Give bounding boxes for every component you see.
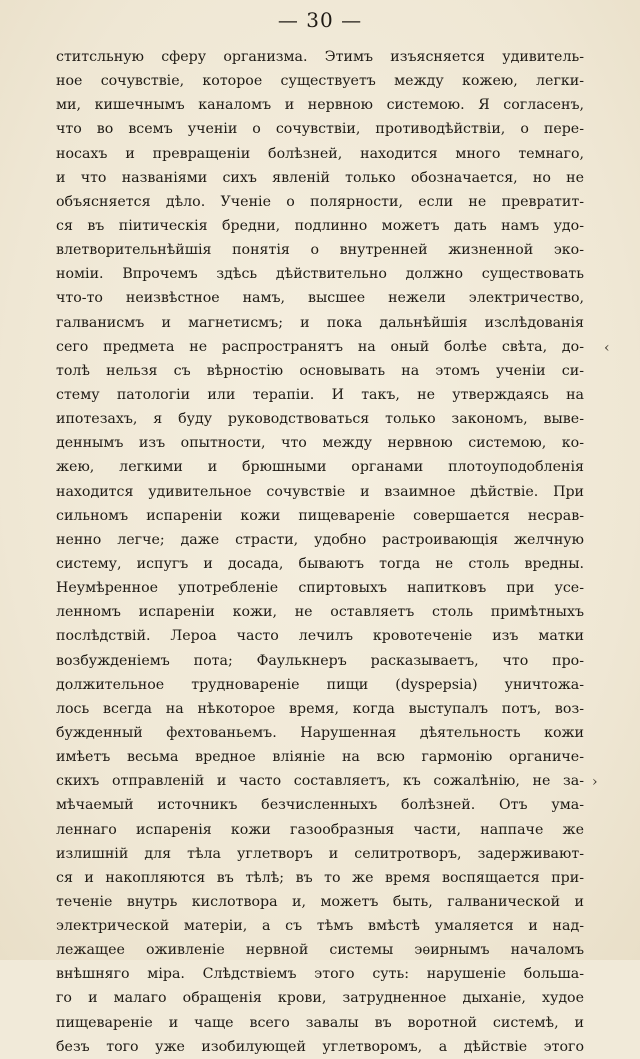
text-line: ститсльную сферу организма. Этимъ изъясняется удивитель- bbox=[56, 49, 584, 65]
text-line: скихъ отправленій и часто составляетъ, къ сожалѣнію, не за- bbox=[56, 773, 584, 790]
text-line: что во всемъ ученіи о сочувствіи, противодѣйствіи, о пере- bbox=[56, 121, 584, 138]
text-line: ми, кишечнымъ каналомъ и нервною системою. Я согласенъ, bbox=[56, 97, 584, 114]
text-line: пищевареніе и чаще всего завалы въ воротной системѣ, и bbox=[56, 1014, 584, 1031]
text-line: лось всегда на нѣкоторое время, когда выступалъ потъ, воз- bbox=[56, 700, 584, 717]
text-line: лежащее оживленіе нервной системы эѳирнымъ началомъ bbox=[56, 942, 584, 959]
text-line: влетворительнѣйшія понятія о внутренней жизненной эко- bbox=[56, 242, 584, 259]
text-line: бужденный фехтованьемъ. Нарушенная дѣятельность кожи bbox=[56, 724, 584, 741]
text-line: внѣшняго міра. Слѣдствіемъ этого суть: нарушеніе больша- bbox=[56, 966, 584, 983]
text-line: жею, легкими и брюшными органами плотоуподобленія bbox=[56, 459, 584, 476]
text-line: ное сочувствіе, которое существуетъ между кожею, легки- bbox=[56, 73, 584, 90]
text-line: теченіе внутрь кислотвора и, можетъ быть, галванической и bbox=[56, 893, 584, 910]
text-line: мѣчаемый источникъ безчисленныхъ болѣзней. Отъ ума- bbox=[56, 797, 584, 814]
text-line: имѣетъ весьма вредное вліяніе на всю гармонію органиче- bbox=[56, 749, 584, 766]
text-line: стему патологіи или терапіи. И такъ, не утверждаясь на bbox=[56, 386, 584, 403]
text-line: сего предмета не распространятъ на оный болѣе свѣта, до- bbox=[56, 338, 584, 355]
page-number: — 30 — bbox=[277, 8, 363, 32]
text-line: возбужденіемъ пота; Фаулькнеръ расказываетъ, что про- bbox=[56, 652, 584, 669]
text-line: ненно легче; даже страсти, удобно растроивающія желчную bbox=[56, 531, 584, 548]
text-line: ся въ піитическія бредни, подлинно можетъ дать намъ удо- bbox=[56, 217, 584, 234]
text-line: толѣ нельзя съ вѣрностію основывать на этомъ ученіи си- bbox=[56, 362, 584, 379]
text-line: безъ того уже изобилующей углетворомъ, а дѣйствіе этого bbox=[56, 1038, 584, 1055]
text-line: излишній для тѣла углетворъ и селитротворъ, задерживают- bbox=[56, 845, 584, 862]
text-line: послѣдствій. Лероа часто лечилъ кровотеченіе изъ матки bbox=[56, 628, 584, 645]
text-line: и что названіями сихъ явленій только обозначается, но не bbox=[56, 169, 584, 186]
text-line: ся и накопляются въ тѣлѣ; въ то же время воспящается при- bbox=[56, 869, 584, 886]
text-line: систему, испугъ и досада, бываютъ тогда не столь вредны. bbox=[56, 555, 584, 572]
text-line: Неумѣренное употребленіе спиртовыхъ напитковъ при усе- bbox=[56, 580, 584, 597]
text-line: ленномъ испареніи кожи, не оставляетъ столь примѣтныхъ bbox=[56, 604, 584, 621]
text-line: электрической матеріи, а съ тѣмъ вмѣстѣ умаляется и над- bbox=[56, 918, 584, 935]
text-line: носахъ и превращеніи болѣзней, находится много темнаго, bbox=[56, 145, 584, 162]
text-line: номіи. Впрочемъ здѣсь дѣйствительно должно существовать bbox=[56, 266, 584, 283]
text-line: деннымъ изъ опытности, что между нервною системою, ко- bbox=[56, 435, 584, 452]
margin-mark: ‹ bbox=[604, 340, 610, 356]
text-line: объясняется дѣло. Ученіе о полярности, если не превратит- bbox=[56, 193, 584, 210]
text-line: сильномъ испареніи кожи пищевареніе совершается несрав- bbox=[56, 507, 584, 524]
text-line: что-то неизвѣстное намъ, высшее нежели электричество, bbox=[56, 290, 584, 307]
body-text bbox=[56, 45, 584, 1059]
margin-mark: › bbox=[592, 774, 598, 790]
text-line: находится удивительное сочувствіе и взаимное дѣйствіе. При bbox=[56, 483, 584, 500]
text-line: должительное трудновареніе пищи (dyspepsia) уничтожа- bbox=[56, 676, 584, 693]
text-line: леннаго испаренія кожи газообразныя части, наппаче же bbox=[56, 821, 584, 838]
text-line: галванисмъ и магнетисмъ; и пока дальнѣйшія изслѣдованія bbox=[56, 314, 584, 331]
text-line: го и малаго обращенія крови, затрудненное дыханіе, худое bbox=[56, 990, 584, 1007]
text-line: ипотезахъ, я буду руководствоваться только закономъ, выве- bbox=[56, 411, 584, 428]
